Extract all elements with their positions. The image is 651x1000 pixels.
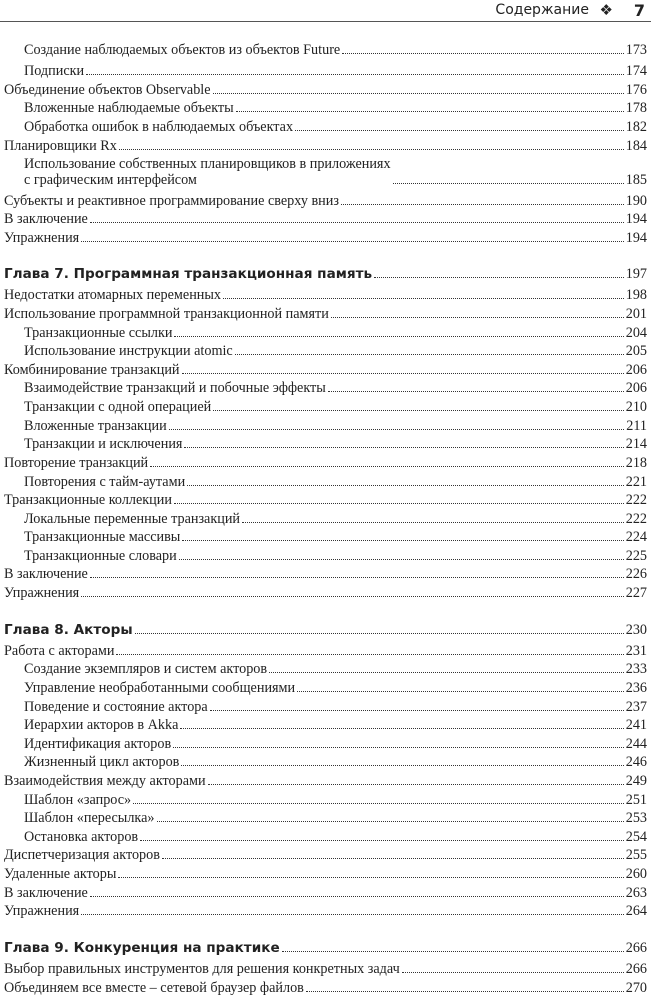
toc-entry-page: 254 [625, 829, 647, 845]
toc-entry[interactable] [4, 771, 647, 789]
toc-entry-title: Комбинирование транзакций [4, 362, 180, 378]
dot-leader [179, 559, 624, 560]
toc-entry-title: Объединение объектов Observable [4, 82, 211, 98]
toc-entry-title: Обработка ошибок в наблюдаемых объектах [24, 119, 294, 135]
dot-leader [223, 298, 624, 299]
dot-leader [210, 710, 624, 711]
toc-entry[interactable] [4, 285, 647, 303]
toc-entry[interactable] [24, 752, 647, 770]
dot-leader [282, 951, 624, 952]
dot-leader [235, 354, 624, 355]
toc-entry-page: 222 [625, 492, 647, 508]
toc-entry-page: 197 [625, 266, 647, 282]
toc-entry[interactable] [24, 509, 647, 527]
dot-leader [150, 466, 624, 467]
dot-leader [140, 840, 624, 841]
dot-leader [81, 596, 624, 597]
toc-entry-page: 218 [625, 455, 647, 471]
toc-entry-page: 178 [625, 100, 647, 116]
toc-entry[interactable] [4, 583, 647, 601]
toc-chapter-title: Глава 9. Конкуренция на практике [4, 940, 280, 956]
toc-entry-page: 266 [625, 940, 647, 956]
toc-entry-page: 251 [625, 792, 647, 808]
dot-leader [331, 317, 624, 318]
toc-entry-title: В заключение [4, 566, 88, 582]
toc-entry-page: 206 [625, 362, 647, 378]
toc-entry[interactable] [24, 40, 647, 58]
toc-entry-page: 214 [625, 436, 647, 452]
toc-entry-title: Повторения с тайм-аутами [24, 474, 186, 490]
toc-entry-page: 201 [625, 306, 647, 322]
toc-entry[interactable] [4, 490, 647, 508]
toc-entry[interactable] [24, 790, 647, 808]
toc-entry-page: 260 [625, 866, 647, 882]
toc-entry[interactable] [24, 378, 647, 396]
page-number: 7 [633, 1, 645, 20]
toc-entry-page: 206 [625, 380, 647, 396]
toc-entry-page: 176 [625, 82, 647, 98]
toc-entry-title: Транзакционные словари [24, 548, 177, 564]
toc-entry-title: В заключение [4, 885, 88, 901]
toc-entry-title: Управление необработанными сообщениями [24, 680, 296, 696]
dot-leader [81, 241, 624, 242]
toc-entry-title: Планировщики Rx [4, 138, 117, 154]
toc-entry-title-line-2: с графическим интерфейсом [24, 172, 197, 188]
toc-entry-page: 205 [625, 343, 647, 359]
dot-leader [135, 633, 624, 634]
toc-entry-page: 264 [625, 903, 647, 919]
toc-entry-title: Упражнения [4, 903, 80, 919]
toc-entry-page: 221 [625, 474, 647, 490]
toc-entry-page: 244 [625, 736, 647, 752]
toc-entry-page: 190 [625, 193, 647, 209]
toc-entry-title: Транзакционные коллекции [4, 492, 172, 508]
toc-entry-title: Транзакционные ссылки [24, 325, 173, 341]
diamond-ornament-icon: ❖ [599, 1, 613, 19]
dot-leader [116, 654, 623, 655]
toc-entry-page: 224 [625, 529, 647, 545]
toc-entry[interactable] [4, 978, 647, 996]
toc-entry[interactable] [4, 564, 647, 582]
toc-entry-title: Выбор правильных инструментов для решения конкретных задач [4, 961, 400, 977]
dot-leader [118, 877, 623, 878]
toc-entry-title: Взаимодействие транзакций и побочные эффекты [24, 380, 326, 396]
dot-leader [133, 803, 624, 804]
toc-entry-page: 198 [625, 287, 647, 303]
toc-entry[interactable] [24, 61, 647, 79]
toc-entry-title: Вложенные транзакции [24, 418, 167, 434]
toc-entry-title: Субъекты и реактивное программирование сверху вниз [4, 193, 339, 209]
dot-leader [393, 183, 624, 184]
toc-entry-title: Идентификация акторов [24, 736, 172, 752]
toc-entry-title: Работа с акторами [4, 643, 115, 659]
toc-entry[interactable] [24, 323, 647, 341]
toc-entry[interactable] [24, 117, 647, 135]
toc-entry-title: Создание наблюдаемых объектов из объектов Future [24, 42, 341, 58]
dot-leader [173, 747, 624, 748]
toc-entry[interactable] [4, 845, 647, 863]
dot-leader [342, 53, 624, 54]
toc-entry[interactable] [24, 827, 647, 845]
toc-entry-title: Локальные переменные транзакций [24, 511, 241, 527]
toc-entry-title: Удаленные акторы [4, 866, 117, 882]
toc-entry-page: 241 [625, 717, 647, 733]
dot-leader [181, 765, 623, 766]
toc-entry[interactable] [4, 453, 647, 471]
toc-entry-title: Взаимодействия между акторами [4, 773, 206, 789]
toc-entry-title: Упражнения [4, 585, 80, 601]
toc-entry-title: В заключение [4, 211, 88, 227]
toc-entry[interactable] [24, 678, 647, 696]
toc-entry-page: 182 [625, 119, 647, 135]
dot-leader [213, 93, 624, 94]
toc-entry-page: 249 [625, 773, 647, 789]
toc-entry[interactable] [4, 959, 647, 977]
toc-entry-page: 227 [625, 585, 647, 601]
toc-entry-page: 237 [625, 699, 647, 715]
toc-chapter-entry[interactable] [4, 620, 647, 638]
toc-entry-title-line-1: Использование собственных планировщиков в приложениях [24, 156, 391, 172]
dot-leader [208, 784, 624, 785]
dot-leader [90, 896, 624, 897]
dot-leader [187, 485, 624, 486]
toc-entry-title: Использование инструкции atomic [24, 343, 233, 359]
toc-entry-title: Транзакционные массивы [24, 529, 181, 545]
toc-entry[interactable] [24, 734, 647, 752]
toc-entry[interactable] [4, 883, 647, 901]
toc-entry[interactable] [24, 697, 647, 715]
toc-entry-title: Поведение и состояние актора [24, 699, 208, 715]
toc-entry-page: 174 [625, 63, 647, 79]
dot-leader [174, 336, 623, 337]
dot-leader [374, 277, 624, 278]
toc-entry-page: 263 [625, 885, 647, 901]
toc-entry-title: Иерархии акторов в Akka [24, 717, 179, 733]
toc-entry[interactable] [4, 901, 647, 919]
toc-entry[interactable] [24, 397, 647, 415]
toc-entry-page: 253 [625, 810, 647, 826]
toc-entry-page: 231 [625, 643, 647, 659]
dot-leader [184, 447, 623, 448]
dot-leader [295, 130, 624, 131]
toc-entry-page: 270 [625, 980, 647, 996]
toc-entry-page: 184 [625, 138, 647, 154]
dot-leader [119, 149, 624, 150]
dot-leader [90, 577, 624, 578]
toc-entry-title: Создание экземпляров и систем акторов [24, 661, 268, 677]
toc-entry-title: Упражнения [4, 230, 80, 246]
toc-entry-title: Вложенные наблюдаемые объекты [24, 100, 234, 116]
toc-entry[interactable] [24, 416, 647, 434]
page-header [0, 0, 651, 22]
toc-entry-title: Объединяем все вместе – сетевой браузер файлов [4, 980, 304, 996]
toc-entry[interactable] [24, 98, 647, 116]
dot-leader [81, 914, 624, 915]
toc-entry[interactable] [24, 154, 647, 188]
toc-entry-title: Использование программной транзакционной памяти [4, 306, 329, 322]
toc-entry-title [24, 156, 391, 188]
dot-leader [174, 503, 624, 504]
toc-entry[interactable] [24, 527, 647, 545]
toc-entry-page: 266 [625, 961, 647, 977]
toc-entry-page: 255 [625, 847, 647, 863]
toc-entry[interactable] [4, 641, 647, 659]
toc-entry[interactable] [24, 546, 647, 564]
toc-entry-page: 185 [625, 172, 647, 188]
dot-leader [157, 821, 624, 822]
toc-entry-page: 230 [625, 622, 647, 638]
toc-entry-page: 226 [625, 566, 647, 582]
toc-entry[interactable] [4, 209, 647, 227]
toc-entry-page: 225 [625, 548, 647, 564]
toc-entry[interactable] [4, 136, 647, 154]
toc-entry[interactable] [24, 341, 647, 359]
toc-entry-title: Транзакции с одной операцией [24, 399, 212, 415]
toc-entry-title: Остановка акторов [24, 829, 139, 845]
toc-entry[interactable] [24, 715, 647, 733]
toc-entry-page: 222 [625, 511, 647, 527]
toc-entry-page: 194 [625, 211, 647, 227]
toc-chapter-entry[interactable] [4, 938, 647, 956]
toc-entry-title: Диспетчеризация акторов [4, 847, 160, 863]
dot-leader [169, 429, 625, 430]
toc-entry[interactable] [24, 472, 647, 490]
dot-leader [213, 410, 623, 411]
toc-chapter-title: Глава 8. Акторы [4, 622, 133, 638]
toc-entry-title: Недостатки атомарных переменных [4, 287, 222, 303]
toc-entry[interactable] [4, 360, 647, 378]
toc-entry-page: 204 [625, 325, 647, 341]
toc-chapter-title: Глава 7. Программная транзакционная память [4, 266, 373, 282]
dot-leader [86, 74, 624, 75]
dot-leader [182, 540, 623, 541]
dot-leader [182, 373, 624, 374]
toc-entry[interactable] [24, 659, 647, 677]
toc-entry[interactable] [24, 434, 647, 452]
dot-leader [402, 972, 624, 973]
toc-entry[interactable] [4, 228, 647, 246]
toc-entry-page: 194 [625, 230, 647, 246]
dot-leader [341, 204, 624, 205]
toc-entry-title: Повторение транзакций [4, 455, 149, 471]
toc-entry-page: 246 [625, 754, 647, 770]
toc-entry[interactable] [4, 864, 647, 882]
toc-entry[interactable] [4, 80, 647, 98]
dot-leader [306, 991, 624, 992]
toc-entry[interactable] [4, 304, 647, 322]
dot-leader [236, 111, 624, 112]
toc-entry-page: 211 [626, 418, 647, 434]
dot-leader [269, 672, 624, 673]
dot-leader [297, 691, 624, 692]
toc-entry-title: Шаблон «запрос» [24, 792, 132, 808]
toc-entry-page: 233 [625, 661, 647, 677]
toc-entry-title: Подписки [24, 63, 85, 79]
toc-entry-title: Жизненный цикл акторов [24, 754, 180, 770]
toc-entry-title: Транзакции и исключения [24, 436, 183, 452]
dot-leader [180, 728, 623, 729]
dot-leader [90, 222, 624, 223]
toc-entry[interactable] [4, 191, 647, 209]
dot-leader [162, 858, 624, 859]
dot-leader [242, 522, 624, 523]
toc-chapter-entry[interactable] [4, 264, 647, 282]
toc-entry[interactable] [24, 808, 647, 826]
toc-entry-page: 236 [625, 680, 647, 696]
toc-entry-title: Шаблон «пересылка» [24, 810, 155, 826]
toc-entry-page: 210 [625, 399, 647, 415]
dot-leader [328, 391, 624, 392]
running-section-title: Содержание [495, 2, 589, 18]
toc-entry-page: 173 [625, 42, 647, 58]
